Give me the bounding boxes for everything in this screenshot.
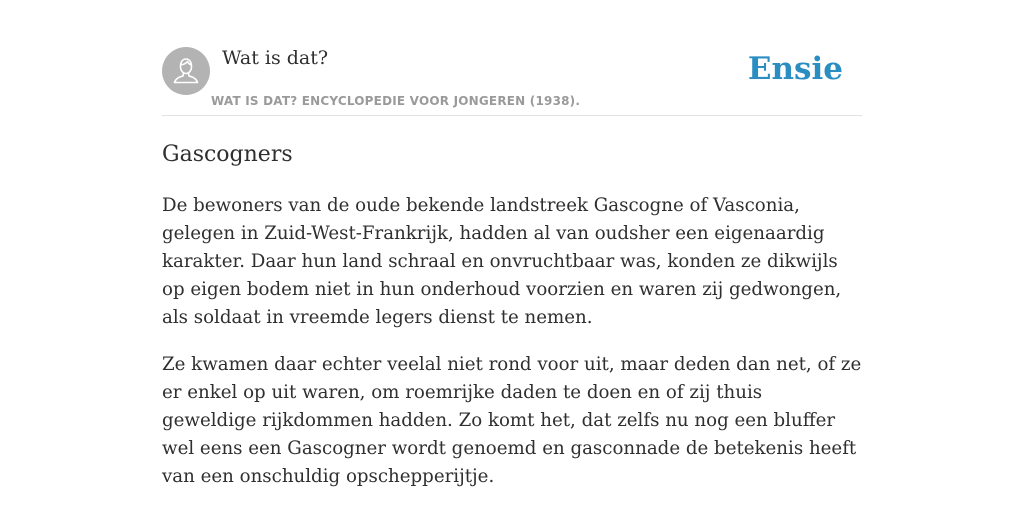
ensie-logo[interactable]: Ensie bbox=[747, 51, 843, 87]
source-avatar[interactable] bbox=[162, 47, 210, 95]
user-icon bbox=[162, 47, 210, 95]
article-title: Gascogners bbox=[162, 142, 293, 167]
article-paragraph-1: De bewoners van de oude bekende landstreek Gascogne of Vasconia, gelegen in Zuid-West-Frankrijk, hadden al van oudsher een eigenaardig karakter. Daar hun land schraal en onvruchtbaar was, konden ze dikwijls op eigen bodem niet in hun onderhoud voorzien en waren zij gedwongen, als soldaat in vreemde legers dienst te nemen. bbox=[162, 195, 842, 328]
article-paragraph-2: Ze kwamen daar echter veelal niet rond voor uit, maar deden dan net, of ze er enkel op uit waren, om roemrijke daden te doen en of zij thuis geweldige rijkdommen hadden. Zo komt het, dat zelfs nu nog een bluffer wel eens een Gascogner wordt genoemd en gasconnade de betekenis heeft van een onschuldig opschepperijtje. bbox=[162, 354, 862, 487]
source-subtitle: WAT IS DAT? ENCYCLOPEDIE VOOR JONGEREN (1938). bbox=[211, 94, 581, 108]
source-title[interactable]: Wat is dat? bbox=[222, 47, 329, 69]
source-header bbox=[162, 46, 862, 116]
